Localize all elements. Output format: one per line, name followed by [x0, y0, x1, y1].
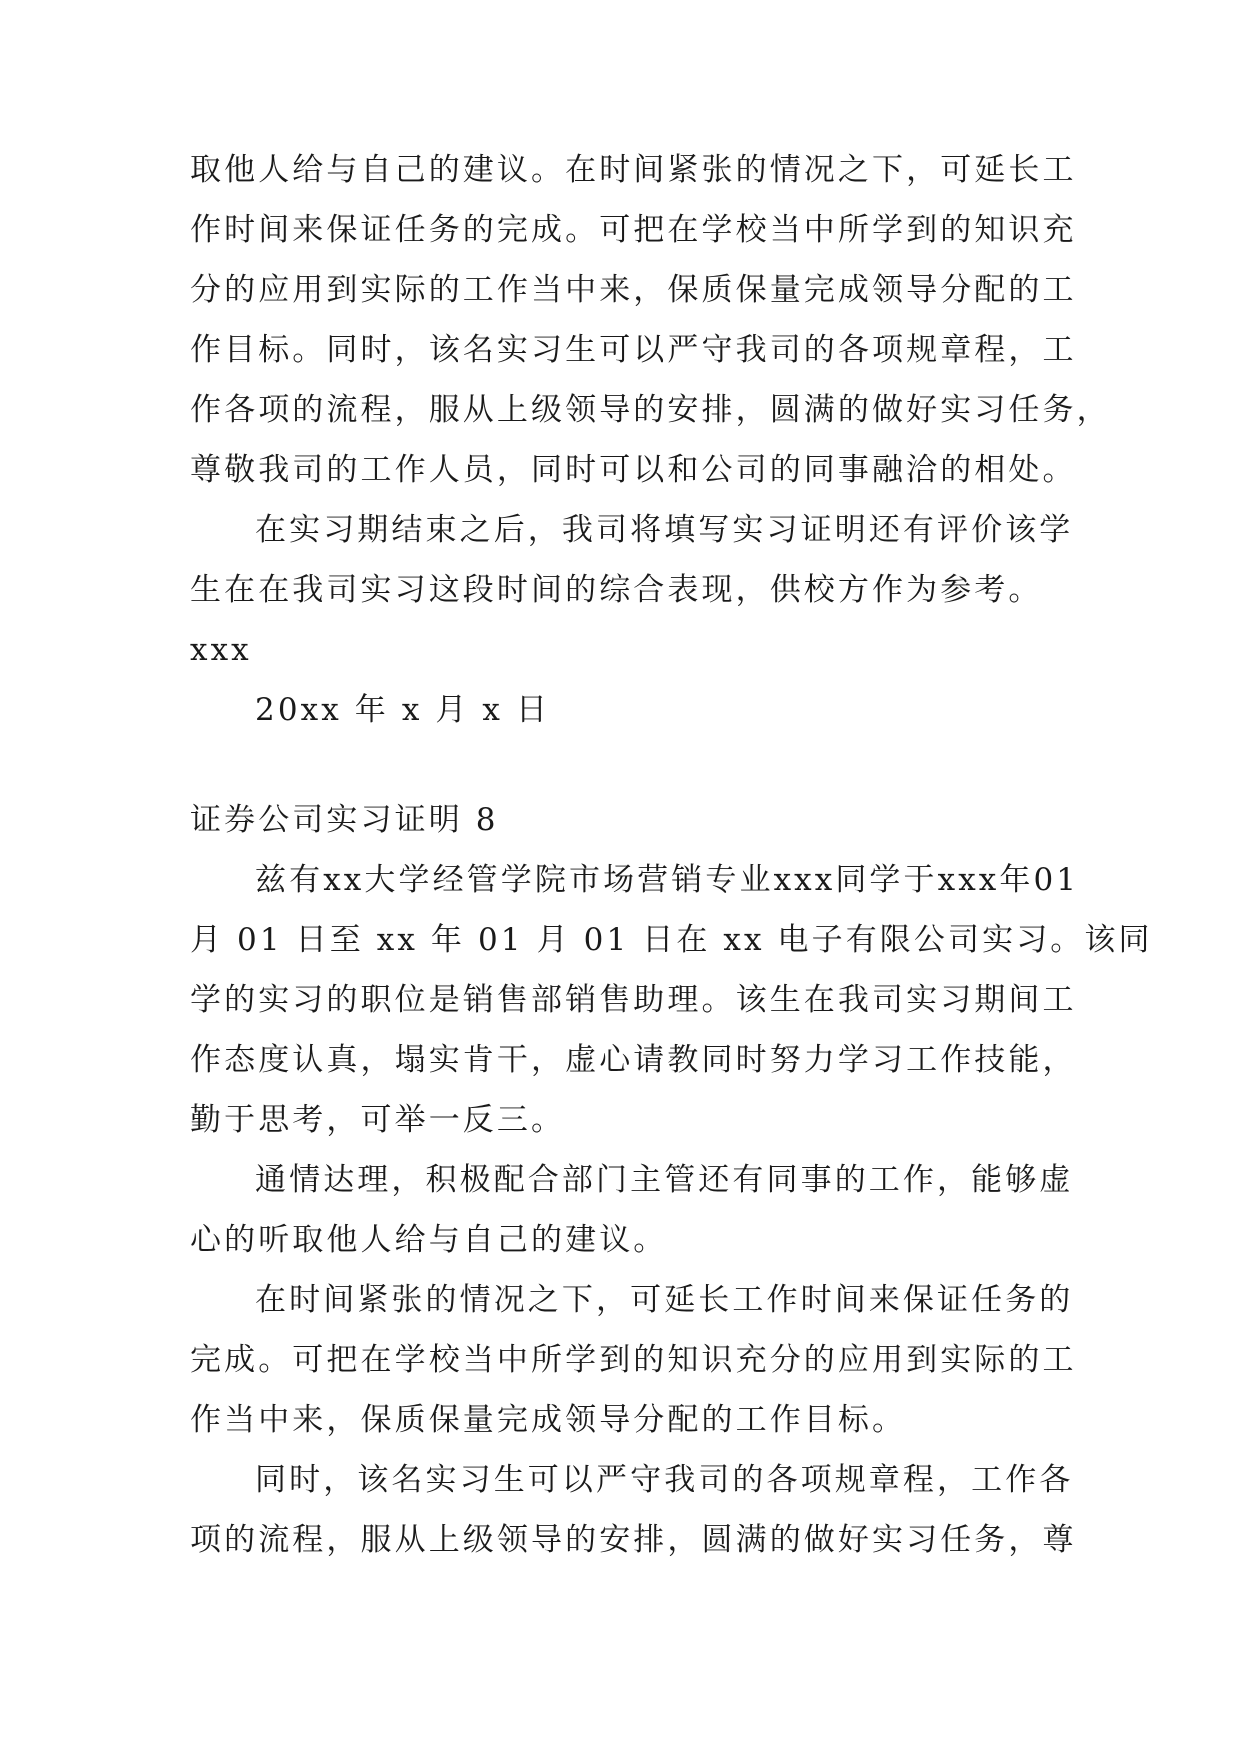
text-line: 作态度认真，塌实肯干，虚心请教同时努力学习工作技能， [190, 1042, 1077, 1078]
text-line: 兹有xx大学经管学院市场营销专业xxx同学于xxx年01 [255, 862, 1080, 898]
text-line: 心的听取他人给与自己的建议。 [190, 1222, 668, 1258]
text-line: 项的流程，服从上级领导的安排，圆满的做好实习任务，尊 [190, 1522, 1077, 1558]
signature-date: 20xx 年 x 月 x 日 [255, 692, 551, 728]
signature-name: xxx [190, 632, 252, 668]
section-title: 证券公司实习证明 8 [190, 802, 499, 838]
text-line: 作各项的流程，服从上级领导的安排，圆满的做好实习任务， [190, 392, 1111, 428]
text-line: 完成。可把在学校当中所学到的知识充分的应用到实际的工 [190, 1342, 1077, 1378]
text-line: 在时间紧张的情况之下，可延长工作时间来保证任务的 [255, 1282, 1074, 1318]
text-line: 尊敬我司的工作人员，同时可以和公司的同事融洽的相处。 [190, 452, 1077, 488]
text-line: 在实习期结束之后，我司将填写实习证明还有评价该学 [255, 512, 1074, 548]
text-line: 分的应用到实际的工作当中来，保质保量完成领导分配的工 [190, 272, 1077, 308]
text-line: 通情达理，积极配合部门主管还有同事的工作，能够虚 [255, 1162, 1074, 1198]
text-line: 勤于思考，可举一反三。 [190, 1102, 566, 1138]
text-line: 作目标。同时，该名实习生可以严守我司的各项规章程，工 [190, 332, 1077, 368]
text-line: 作当中来，保质保量完成领导分配的工作目标。 [190, 1402, 907, 1438]
text-line: 同时，该名实习生可以严守我司的各项规章程，工作各 [255, 1462, 1074, 1498]
text-line: 生在在我司实习这段时间的综合表现，供校方作为参考。 [190, 572, 1043, 608]
text-line: 取他人给与自己的建议。在时间紧张的情况之下，可延长工 [190, 152, 1077, 188]
text-line: 作时间来保证任务的完成。可把在学校当中所学到的知识充 [190, 212, 1077, 248]
text-line: 学的实习的职位是销售部销售助理。该生在我司实习期间工 [190, 982, 1077, 1018]
text-line: 月 01 日至 xx 年 01 月 01 日在 xx 电子有限公司实习。该同 [190, 922, 1153, 958]
